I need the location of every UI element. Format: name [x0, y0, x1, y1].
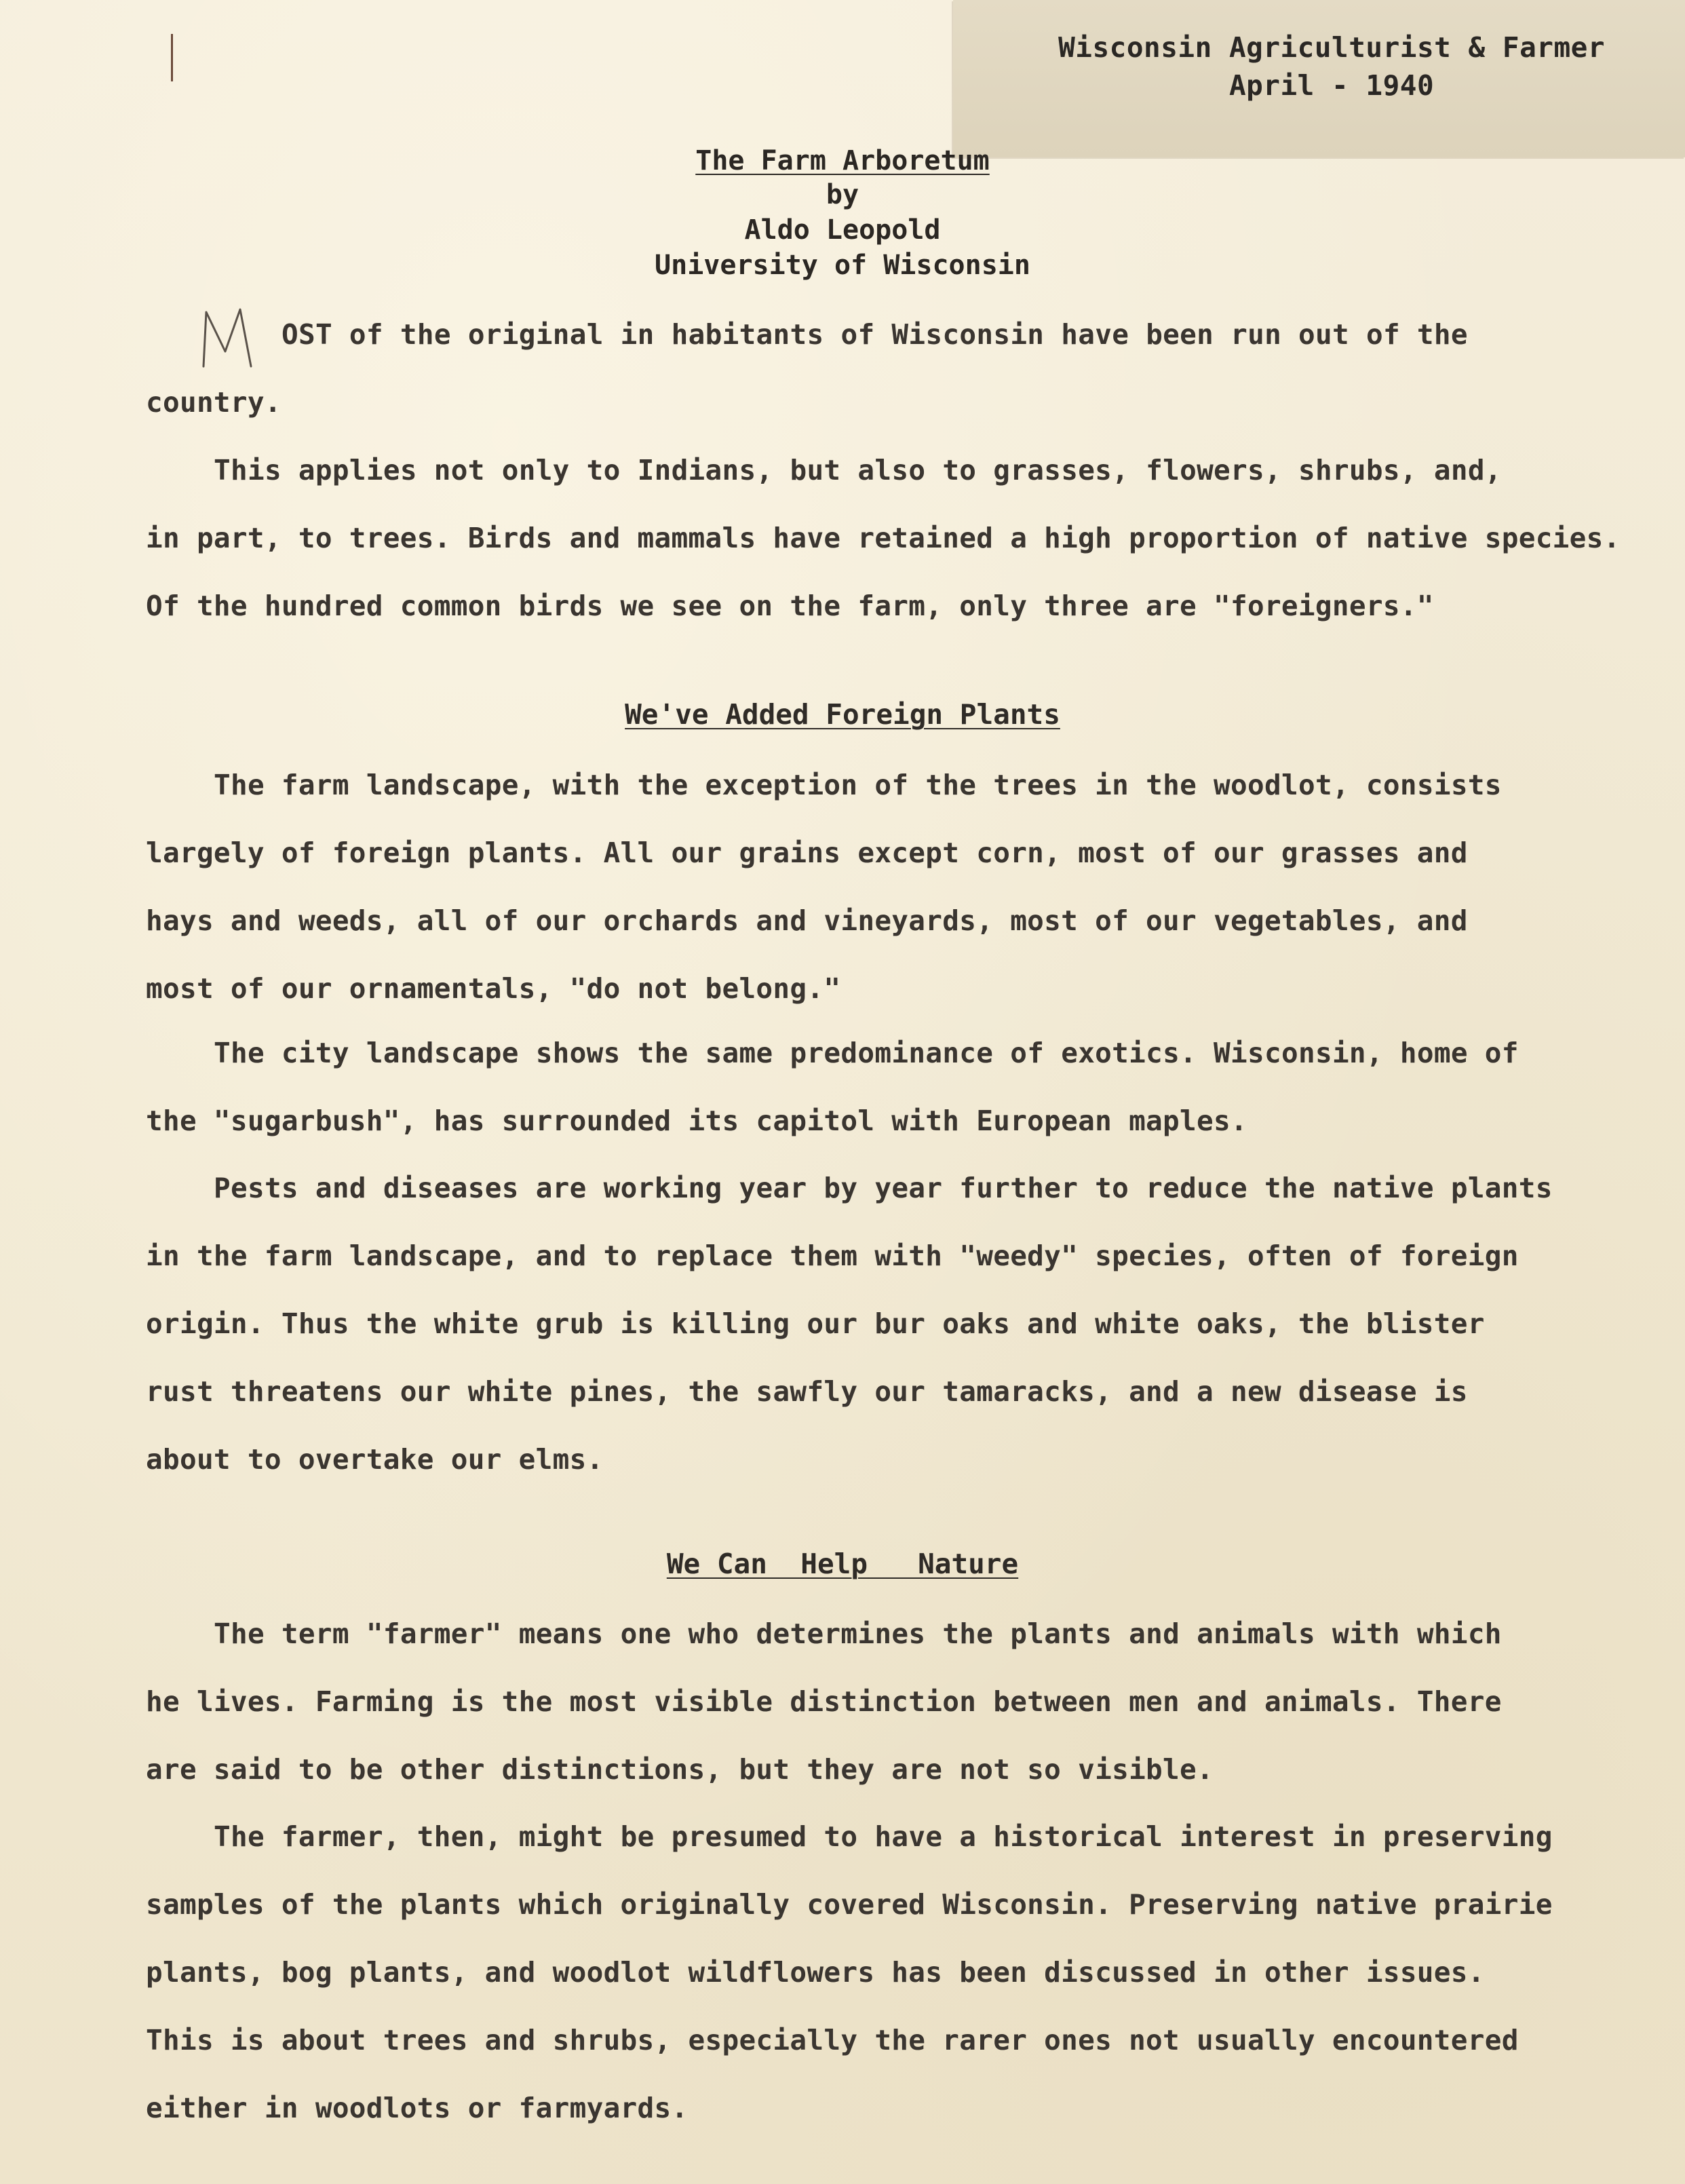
article-title: The Farm Arboretum	[695, 145, 990, 176]
byline-by: by	[826, 179, 859, 210]
paragraph-5-line-5: about to overtake our elms.	[146, 1443, 604, 1476]
subheading-help-nature: We Can Help Nature	[666, 1548, 1019, 1580]
paragraph-7-line-3: plants, bog plants, and woodlot wildflowers has been discussed in other issues.	[146, 1956, 1485, 1989]
source-publication: Wisconsin Agriculturist & Farmer	[1058, 31, 1605, 64]
paragraph-2-line-1: This applies not only to Indians, but also to grasses, flowers, shrubs, and,	[214, 454, 1502, 486]
paragraph-5-line-3: origin. Thus the white grub is killing our bur oaks and white oaks, the blister	[146, 1307, 1485, 1340]
paragraph-7-line-4: This is about trees and shrubs, especially the rarer ones not usually encountered	[146, 2024, 1519, 2056]
clipping-label	[953, 0, 1685, 157]
paragraph-3	[146, 751, 1631, 1022]
paragraph-7-line-5: either in woodlots or farmyards.	[146, 2092, 689, 2124]
paragraph-6	[146, 1600, 1631, 1803]
paragraph-3-line-2: largely of foreign plants. All our grains except corn, most of our grasses and	[146, 837, 1468, 869]
paragraph-4-line-1: The city landscape shows the same predominance of exotics. Wisconsin, home of	[214, 1037, 1519, 1069]
subheading-foreign-plants: We've Added Foreign Plants	[625, 698, 1060, 731]
paragraph-5	[146, 1154, 1631, 1493]
paragraph-6-line-2: he lives. Farming is the most visible distinction between men and animals. There	[146, 1685, 1502, 1718]
author-name: Aldo Leopold	[744, 214, 941, 246]
paragraph-2	[146, 436, 1631, 640]
paragraph-4	[146, 1019, 1631, 1155]
pencil-tick-mark	[171, 34, 173, 81]
author-affiliation: University of Wisconsin	[655, 250, 1030, 281]
paragraph-5-line-1: Pests and diseases are working year by year further to reduce the native plants	[214, 1172, 1553, 1204]
paragraph-7	[146, 1803, 1631, 2142]
paragraph-6-line-1: The term "farmer" means one who determines the plants and animals with which	[214, 1617, 1502, 1650]
paragraph-4-line-2: the "sugarbush", has surrounded its capitol with European maples.	[146, 1105, 1247, 1137]
paragraph-1-line-1: OST of the original in habitants of Wisconsin have been run out of the	[282, 318, 1468, 351]
paragraph-5-line-4: rust threatens our white pines, the sawfly our tamaracks, and a new disease is	[146, 1375, 1468, 1408]
paragraph-5-line-2: in the farm landscape, and to replace them with "weedy" species, often of foreign	[146, 1240, 1519, 1272]
paragraph-1	[146, 301, 1631, 436]
paragraph-3-line-4: most of our ornamentals, "do not belong."	[146, 972, 841, 1005]
paragraph-3-line-1: The farm landscape, with the exception of the trees in the woodlot, consists	[214, 769, 1502, 801]
paragraph-3-line-3: hays and weeds, all of our orchards and vineyards, most of our vegetables, and	[146, 904, 1468, 937]
source-date: April - 1940	[1228, 69, 1435, 102]
paragraph-6-line-3: are said to be other distinctions, but they are not so visible.	[146, 1753, 1214, 1786]
paragraph-1-line-2: country.	[146, 386, 282, 419]
source-citation	[1058, 28, 1605, 104]
paragraph-7-line-1: The farmer, then, might be presumed to have a historical interest in preserving	[214, 1820, 1553, 1853]
paragraph-7-line-2: samples of the plants which originally covered Wisconsin. Preserving native prairie	[146, 1888, 1553, 1921]
paragraph-2-line-3: Of the hundred common birds we see on the farm, only three are "foreigners."	[146, 590, 1434, 622]
paragraph-2-line-2: in part, to trees. Birds and mammals have retained a high proportion of native species.	[146, 522, 1621, 554]
